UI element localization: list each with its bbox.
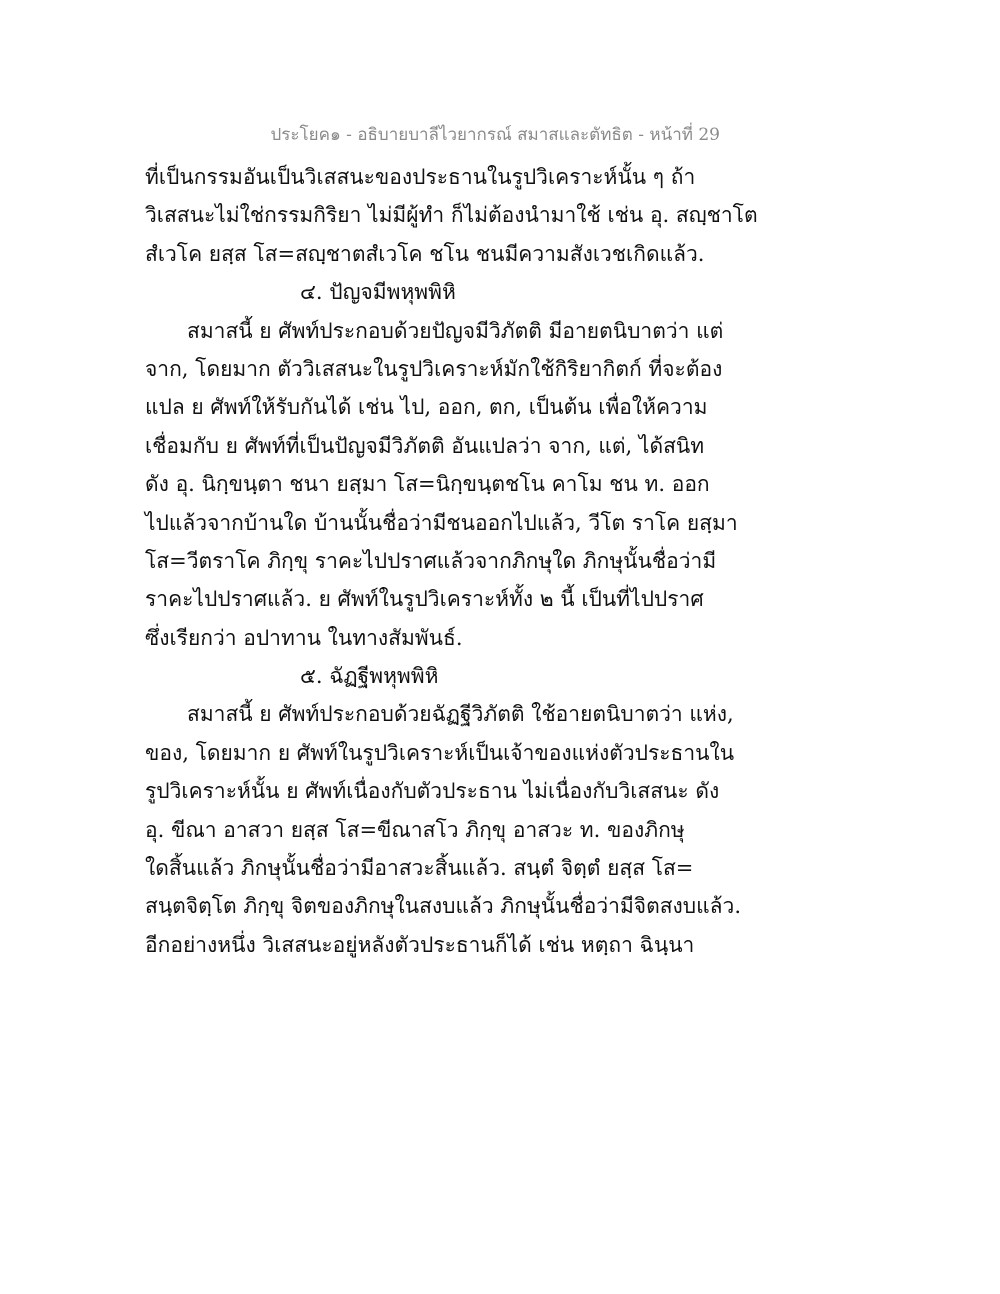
text-line: ดัง อุ. นิกฺขนฺตา ชนา ยสฺมา โส=นิกฺขนฺตชโน คาโม ชน ท. ออก [145, 472, 710, 497]
text-line: รูปวิเคราะห์นั้น ย ศัพท์เนื่องกับตัวประธาน ไม่เนื่องกับวิเสสนะ ดัง [145, 779, 720, 804]
text-line: ซึ่งเรียกว่า อปาทาน ในทางสัมพันธ์. [145, 625, 463, 650]
paragraph-start: สมาสนี้ ย ศัพท์ประกอบด้วยฉัฏฐีวิภัตติ ใช้อายตนิบาตว่า แห่ง, [187, 702, 734, 727]
text-line: ไปแล้วจากบ้านใด บ้านนั้นชื่อว่ามีชนออกไปแล้ว, วีโต ราโค ยสฺมา [145, 510, 738, 535]
section-heading-chatthi: ๕. ฉัฏฐีพหุพพิหิ [300, 664, 439, 689]
text-line: เชื่อมกับ ย ศัพท์ที่เป็นปัญจมีวิภัตติ อันแปลว่า จาก, แต่, ได้สนิท [145, 433, 705, 458]
body-text [145, 158, 845, 964]
text-line: ที่เป็นกรรมอันเป็นวิเสสนะของประธานในรูปวิเคราะห์นั้น ๆ ถ้า [145, 165, 696, 189]
text-line: แปล ย ศัพท์ให้รับกันได้ เช่น ไป, ออก, ตก, เป็นต้น เพื่อให้ความ [145, 395, 708, 420]
text-line: สนฺตจิตฺโต ภิกฺขุ จิตของภิกษุในสงบแล้ว ภิกษุนั้นชื่อว่ามีจิตสงบแล้ว. [145, 894, 741, 919]
text-line: อีกอย่างหนึ่ง วิเสสนะอยู่หลังตัวประธานก็ได้ เช่น หตฺถา ฉินฺนา [145, 932, 695, 957]
text-line: วิเสสนะไม่ใช่กรรมกิริยา ไม่มีผู้ทำ ก็ไม่ต้องนำมาใช้ เช่น อุ. สญฺชาโต [145, 203, 758, 228]
text-line: จาก, โดยมาก ตัววิเสสนะในรูปวิเคราะห์มักใช้กิริยากิตก์ ที่จะต้อง [145, 356, 723, 381]
text-line: สํเวโค ยสฺส โส=สญฺชาตสํเวโค ชโน ชนมีความสังเวชเกิดแล้ว. [145, 241, 705, 266]
paragraph-start: สมาสนี้ ย ศัพท์ประกอบด้วยปัญจมีวิภัตติ มีอายตนิบาตว่า แต่ [187, 318, 724, 343]
text-line: อุ. ขีณา อาสวา ยสฺส โส=ขีณาสโว ภิกฺขุ อาสวะ ท. ของภิกษุ [145, 817, 685, 842]
text-line: ใดสิ้นแล้ว ภิกษุนั้นชื่อว่ามีอาสวะสิ้นแล้ว. สนฺตํ จิตฺตํ ยสฺส โส= [145, 856, 694, 881]
text-line: โส=วีตราโค ภิกฺขุ ราคะไปปราศแล้วจากภิกษุใด ภิกษุนั้นชื่อว่ามี [145, 548, 717, 573]
section-heading-panchami: ๔. ปัญจมีพหุพพิหิ [300, 280, 456, 305]
text-line: ของ, โดยมาก ย ศัพท์ในรูปวิเคราะห์เป็นเจ้าของแห่งตัวประธานใน [145, 740, 735, 765]
running-header: ประโยค๑ - อธิบายบาลีไวยากรณ์ สมาสและตัทธิต - หน้าที่ 29 [270, 125, 720, 145]
text-line: ราคะไปปราศแล้ว. ย ศัพท์ในรูปวิเคราะห์ทั้ง ๒ นี้ เป็นที่ไปปราศ [145, 587, 704, 612]
